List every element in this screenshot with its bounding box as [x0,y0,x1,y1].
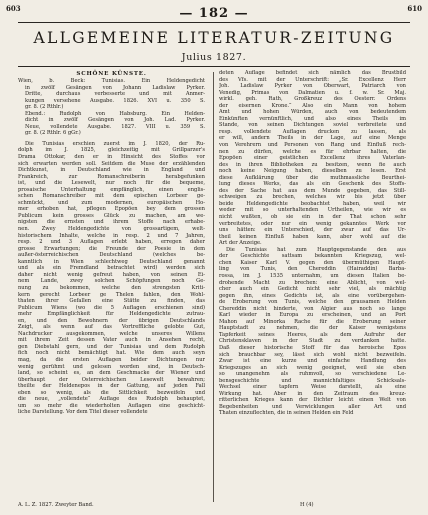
text-line: daher nicht wenig gefreut haben, von seinen Ei- [18,271,205,278]
text-line: kern gerecht Lorbeer ge Thelen fahlen, den Wohl- [18,291,205,298]
text-line: cher auch ein Gedicht nicht sehr viel, als mächtig [219,286,406,293]
left-column-number: 603 [6,4,21,13]
text-line: grosse Erwartungen; die Freunde der Poesie in dem [18,245,205,252]
text-line: Christensklaven in der Stadt zu verdanken hatte. [219,338,406,345]
text-line: en, und den Bewohnern der übrigen Deutschlands [18,317,205,324]
masthead-rule [18,66,410,67]
text-line: in zwölf Gesängen von Johann Ladislaw Pyrker. [25,84,205,91]
text-line: der eisernen Krone.“ Also ein Mann von hohem [219,102,406,109]
right-column-number: 610 [407,4,422,13]
text-line: land, so scheint es, an dem Geschmacke der Wiener und [18,370,205,377]
text-line: sich erwarten werden soll. Seitdem die Muse der erzählenden [18,160,205,167]
text-line: des in ihren Bibliotheken zu besitzen, wenn fie auch [219,161,406,168]
text-line: gen Diebstahl gern, und der Tunisias und dem Rudolph [18,343,205,350]
text-line: nung zu bekommen, welche den strengsten Kriti- [18,284,205,291]
text-line: schen Romanschreiber mit dem epischen Lorbeer ge- [18,193,205,200]
text-line: Dichtkunst, in Deutschland wie in England und [18,167,205,174]
text-line: mer erhoben hat, pflegen Epopöen bey dem grossen [18,206,205,213]
text-line: von Verehrern und Personen von Rang und Einfluß rech- [219,142,406,149]
text-line: kanntlich in Wien schlechtweg Deutschland genannt [18,258,205,265]
text-line: mit ihrem Zeit dessen Vater auch in Ansehen recht, [18,337,205,344]
text-line: Amt und hohen Würden, auch von bedeutendem [219,109,406,116]
text-line: schmückt, und zum modernen, europäischen Ho- [18,199,205,206]
text-line: theil keinen Einfluß haben kann, aber wohl auf die [219,233,406,240]
text-line: gr. 8. (2 Rthlr. 6 gGr.) [25,130,81,137]
text-line: Mahon auf Minorka Rache für die Eroberung seiner [219,318,406,325]
text-line: drohende Macht zu brechen: eine Ablicht, von wel- [219,279,406,286]
text-line: deten Auflage befindet sich nämlich das Brustbild [219,70,406,76]
text-line: Frankreich, zur Romanschreiberin herabgefunken [18,173,205,180]
text-line: Venedig, Primas von Dalmatien u. f. w. Sr. Maj. [219,89,406,96]
text-line: Chereddin nicht hinderte, von Algier aus noch so lange [219,305,406,312]
text-line: Zeigt, als wenn auf das Vortreffliche gelobte Gut, [18,324,205,331]
text-line: Karl wieder in Europa zu erscheinen, und an Port [219,312,406,319]
text-line: Neue, vollendete Ausgabe. 1827. VIII u. 359 S. [25,123,205,130]
text-line: er will, andern Theils in der Lage, auf eine Menge [219,135,406,142]
text-line: weder mit so unterhaltenden Urtheilen, wie wir es [219,207,406,214]
text-line: Joh. Ladislaw Pyrker von Oberwart, Patriarch von [219,83,406,90]
text-line: Wien, b. Beck: Tunisias. Ein Heldengedicht [18,78,205,84]
text-line: die neue, „vollendete“ Auflage des Rudolph behauptet, [18,396,205,403]
text-line: wirkl. geh. Rath, Großkreuz des Oesterr. Ordens [219,96,406,103]
right-text-column [219,70,406,417]
signature-mark: H (4) [300,502,314,508]
text-line: Die Tunisias erschien zuerst im J. 1820, der Ru- [25,140,205,147]
text-line: Stande, von seinen Dichtungen soviel verbreitete und [219,122,406,129]
text-line: eben so wenig, als die Sittlichkeit bezweifeln und [18,389,205,396]
text-line: Dritte, durchaus verbesserte und mit Anmer- [25,91,205,98]
text-line: Wechsel einer tapfern Weise darstellt, als eine [219,384,406,391]
text-line: Nachdrucker ausgekommen, welche unseres Willens [18,330,205,337]
text-line: Drama Ottokar, den er in Hinsicht des Stoffes vor [18,154,205,161]
text-line: außer-österreichischen Deutschland (welches be- [18,252,205,259]
text-line: der Geschichte sattsam bekannten Kriegszug, wel- [219,253,406,260]
masthead-title: ALLGEMEINE LITERATUR-ZEITUNG [33,29,395,47]
text-line: de Eroberung von Tunis, welche den grausamen Helden [219,299,406,306]
issue-month: Julius 1827. [181,52,247,63]
text-line: so unangenehm als ruhmvoll, so verschiedene Le- [219,371,406,378]
text-line: Art der Anzeige. [219,240,262,247]
text-line: historischem Inhalte, welche in resp. 2 und 7 Jahren, [18,232,205,239]
text-line: thaten ihrer Gefallen eine Stätte zu finden, das [18,298,205,305]
section-heading: SCHÖNE KÜNSTE. [76,71,147,77]
text-line: chen Kaiser Karl V. gegen den übermüthigen Haupt- [219,259,406,266]
text-line: resp. vollendete Auflagen drucken zu lassen, als [219,128,406,135]
text-line: nen zu dürfen, welche es für ehrbar halten, die [219,148,406,155]
text-line: Epopöen einer geistlichen Excellenz ihres Vaterlan- [219,155,406,162]
text-line: mag, da die ersten Auflagen beider Dichtungen nur [18,356,205,363]
text-line: Publicum Wiens (wo die 5 Auflagen erschienen sind) [18,304,205,311]
text-line: resp. 2 und 3 Auflagen erlebt haben, erregen daher [18,239,205,246]
header-rule [18,22,410,23]
text-line: fich noch nicht bemächtigt hat. Wie dem auch seyn [18,350,205,357]
text-line: Daß dieser historische Stoff für das heroische Epos [219,344,406,351]
text-line: ling von Tunis, den Chereddin (Hairaddin) Barba- [219,266,406,273]
text-line: prosaische Unterhaltung empfänglich, einen englis- [18,186,205,193]
text-line: bensgeschichte und mannichfaltiges Schicksals- [219,377,406,384]
text-line: noch keine Neigung haben, dieselben zu lesen. Erst [219,168,406,175]
text-line: ist, und die Lesewelt, nur noch für die bequeme, [18,180,205,187]
text-line: uns hätten: ein Unterschied, der zwar auf das Ur- [219,227,406,234]
left-text-column [18,70,205,416]
text-line: lung dieses Werks, das als ein Geschenk des Stoffs- [219,181,406,188]
text-line: Ebend.: Rudolph von Habsburg. Ein Helden- [25,110,205,117]
text-line: Wirkung hat. Aber in den Zeitraum des kreuz- [219,390,406,397]
text-line: nen. Zwey Heldengedichte von grossartigem, welt- [18,226,205,233]
text-line: gr. 8. (2 Rthlr.) [25,104,64,111]
text-line: gegen ihn, eines Gedichts ist, als eine vorübergehen- [219,292,406,299]
text-line: Hauptstadt zu nehmen, die der Kaiser wenigstens [219,325,406,332]
text-line: Kriegszuges an sich wenig geeignet, weil sie eben [219,364,406,371]
text-line: Einkünften vernünftlich, und also eines Theils im [219,115,406,122]
page-number: — 182 — [179,6,249,21]
text-line: beide Heldengedichte beobachtet haben, weil wir [219,200,406,207]
text-line: schweigen zu brechen, welches wir bis jetzt über [219,194,406,201]
text-line: nigsten die ernsten und ihrem Stoffe nach erhabe- [18,219,205,226]
text-line: diese Aufklärung über die muthmassliche Beurthei- [219,174,406,181]
text-line: liche Darstellung. Vor dem Titel dieser vollendete [18,409,148,416]
text-line: Die Tunisias hat zum Hauptgegenstande den aus [226,246,406,253]
text-line: dolph im J. 1825, gleichzeitig mit Grillparzer's [18,147,205,154]
text-line: wenig gerühmt und gelesen worden sind, in Deutsch- [18,363,205,370]
text-line: mehr Empfänglichkeit für Heldengedichte zutrau- [18,311,205,318]
text-line: Begebenheiten und Verwicklungen aller Art und [219,403,406,410]
text-line: nem Lande, zwey solchen Schöpfungen noch Ge- [18,278,205,285]
text-line: theilte der Heldenepos in der Gattung, auf jeden Fall [18,383,205,390]
text-line: Publicum kein grosses Glück zu machen, am we- [18,212,205,219]
text-line: Zwar ist eine kurze und einfache Handlung des [219,358,406,365]
text-line: Thaten einzuflechten, die in seinen Helden ein Feld [219,410,354,417]
text-line: dicht in zwölf Gesängen von Joh. Lad. Pyrker. [25,117,205,124]
text-line: überhaupt der Österreichischen Lesewelt bewahren; [18,376,205,383]
text-line: ritterlichen Krieges kann der Dichter leicht einen Welt von [219,397,406,404]
text-line: und als ein Fremdland betrachtet wird) werden sich [18,265,205,272]
text-line: des Vfs. mit der Unterschrift: „Sr. Excellenz Herr [219,76,406,83]
text-line: nicht wußten, ob sie ein in der That schon sehr [219,214,406,221]
text-line: sich brauchbar sey, lässt sich wohl nicht bezweifeln. [219,351,406,358]
text-line: rossa, im J. 1535 unternahm, um diesen Italien be- [219,272,406,279]
text-line: um so mehr die wiederholten Auflagen eine geschicht- [18,402,205,409]
text-line: Tapferkeit seines Heeres, als dem Aufruhr der [219,331,406,338]
text-line: kungen versehene Ausgabe. 1826. XVI u. 350 S. [25,97,205,104]
text-line: verbreitetes, oder nur ein wenig gekanntes Werk vor [219,220,406,227]
volume-footer: A. L. Z. 1827. Zweyter Band. [18,502,94,508]
column-divider [213,72,214,502]
text-line: des der Sache hat aus dem Munde gegeben, das Still- [219,187,406,194]
